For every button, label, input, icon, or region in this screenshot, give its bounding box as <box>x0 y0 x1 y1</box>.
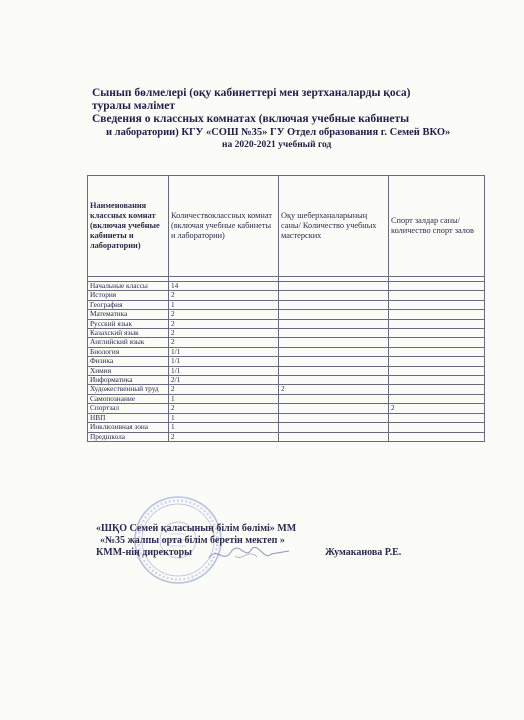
title-line-1: Сынып бөлмелері (оқу кабинеттері мен зертханаларды қоса) <box>92 87 411 99</box>
row-room-name: Инклюзивная зона <box>88 423 169 432</box>
row-room-name: НВП <box>88 413 169 422</box>
row-room-count: 2 <box>169 432 279 441</box>
document-title <box>92 87 492 152</box>
row-workshop-count <box>279 300 389 309</box>
row-workshop-count: 2 <box>279 385 389 394</box>
row-workshop-count <box>279 310 389 319</box>
header-workshop-count: Оқу шеберханаларының саны/ Количество учебных мастерских <box>279 176 389 277</box>
row-room-name: Биология <box>88 347 169 356</box>
row-gym-count <box>389 366 485 375</box>
row-gym-count <box>389 310 485 319</box>
row-gym-count <box>389 376 485 385</box>
row-room-name: Русский язык <box>88 319 169 328</box>
header-gym-count: Спорт залдар саны/количество спорт залов <box>389 176 485 277</box>
signature-line-3: КММ-нің директоры <box>96 547 192 558</box>
row-gym-count <box>389 394 485 403</box>
row-workshop-count <box>279 413 389 422</box>
row-room-count: 2 <box>169 385 279 394</box>
row-gym-count <box>389 300 485 309</box>
table-row <box>88 423 485 432</box>
row-gym-count <box>389 385 485 394</box>
table-row <box>88 310 485 319</box>
row-gym-count <box>389 282 485 291</box>
row-room-count: 1/1 <box>169 347 279 356</box>
row-room-name: Информатика <box>88 376 169 385</box>
row-room-count: 1/1 <box>169 357 279 366</box>
row-room-name: Казахский язык <box>88 329 169 338</box>
row-room-count: 1 <box>169 413 279 422</box>
row-room-name: Спортзал <box>88 404 169 413</box>
title-line-4: и лаборатории) КГУ «СОШ №35» ГУ Отдел образования г. Семей ВКО» <box>106 127 451 138</box>
signature-line-2: «№35 жалпы орта білім беретін мектеп » <box>100 535 285 546</box>
row-room-name: Физика <box>88 357 169 366</box>
row-room-count: 2 <box>169 319 279 328</box>
row-room-name: Предшкола <box>88 432 169 441</box>
header-room-count: Количествоклассных комнат (включая учебные кабинеты и лаборатории) <box>169 176 279 277</box>
table-row <box>88 366 485 375</box>
table-row <box>88 347 485 356</box>
table-row <box>88 319 485 328</box>
table-row <box>88 357 485 366</box>
classrooms-table <box>87 175 485 442</box>
row-room-count: 1/1 <box>169 366 279 375</box>
row-room-name: Самопознание <box>88 394 169 403</box>
table-row <box>88 376 485 385</box>
row-room-count: 2 <box>169 310 279 319</box>
row-room-name: География <box>88 300 169 309</box>
row-room-name: Художественный труд <box>88 385 169 394</box>
row-gym-count <box>389 357 485 366</box>
row-workshop-count <box>279 347 389 356</box>
row-room-name: История <box>88 291 169 300</box>
table-row <box>88 338 485 347</box>
table-row <box>88 282 485 291</box>
row-workshop-count <box>279 394 389 403</box>
row-workshop-count <box>279 357 389 366</box>
row-room-count: 2 <box>169 404 279 413</box>
table-row <box>88 300 485 309</box>
row-gym-count: 2 <box>389 404 485 413</box>
row-room-count: 1 <box>169 394 279 403</box>
row-workshop-count <box>279 432 389 441</box>
row-room-count: 1 <box>169 300 279 309</box>
row-workshop-count <box>279 404 389 413</box>
signature-block <box>96 523 296 559</box>
row-gym-count <box>389 291 485 300</box>
row-room-name: Математика <box>88 310 169 319</box>
row-gym-count <box>389 423 485 432</box>
row-room-count: 2 <box>169 291 279 300</box>
row-workshop-count <box>279 329 389 338</box>
table-row <box>88 394 485 403</box>
table-row <box>88 404 485 413</box>
row-gym-count <box>389 319 485 328</box>
row-room-count: 14 <box>169 282 279 291</box>
row-room-count: 1 <box>169 423 279 432</box>
row-workshop-count <box>279 282 389 291</box>
row-gym-count <box>389 347 485 356</box>
director-name: Жумаканова Р.Е. <box>325 547 402 558</box>
table-row <box>88 291 485 300</box>
row-room-name: Английский язык <box>88 338 169 347</box>
row-workshop-count <box>279 291 389 300</box>
table-row <box>88 413 485 422</box>
row-gym-count <box>389 329 485 338</box>
row-room-count: 2/1 <box>169 376 279 385</box>
row-workshop-count <box>279 366 389 375</box>
row-gym-count <box>389 413 485 422</box>
title-line-2: туралы мәлімет <box>92 100 175 112</box>
row-gym-count <box>389 432 485 441</box>
row-room-count: 2 <box>169 338 279 347</box>
title-line-3: Сведения о классных комнатах (включая учебные кабинеты <box>92 113 410 125</box>
table-row <box>88 385 485 394</box>
row-room-name: Начальные классы <box>88 282 169 291</box>
title-line-5: на 2020-2021 учебный год <box>222 140 332 150</box>
header-room-names: Наименования классных комнат (включая учебные кабинеты и лаборатории) <box>88 176 169 277</box>
table-row <box>88 329 485 338</box>
row-room-count: 2 <box>169 329 279 338</box>
table-header-row <box>88 176 485 277</box>
row-room-name: Химия <box>88 366 169 375</box>
signature-line-1: «ШҚО Семей қаласының білім бөлімі» ММ <box>96 523 297 534</box>
row-workshop-count <box>279 338 389 347</box>
table-row <box>88 432 485 441</box>
row-workshop-count <box>279 423 389 432</box>
row-gym-count <box>389 338 485 347</box>
row-workshop-count <box>279 376 389 385</box>
row-workshop-count <box>279 319 389 328</box>
